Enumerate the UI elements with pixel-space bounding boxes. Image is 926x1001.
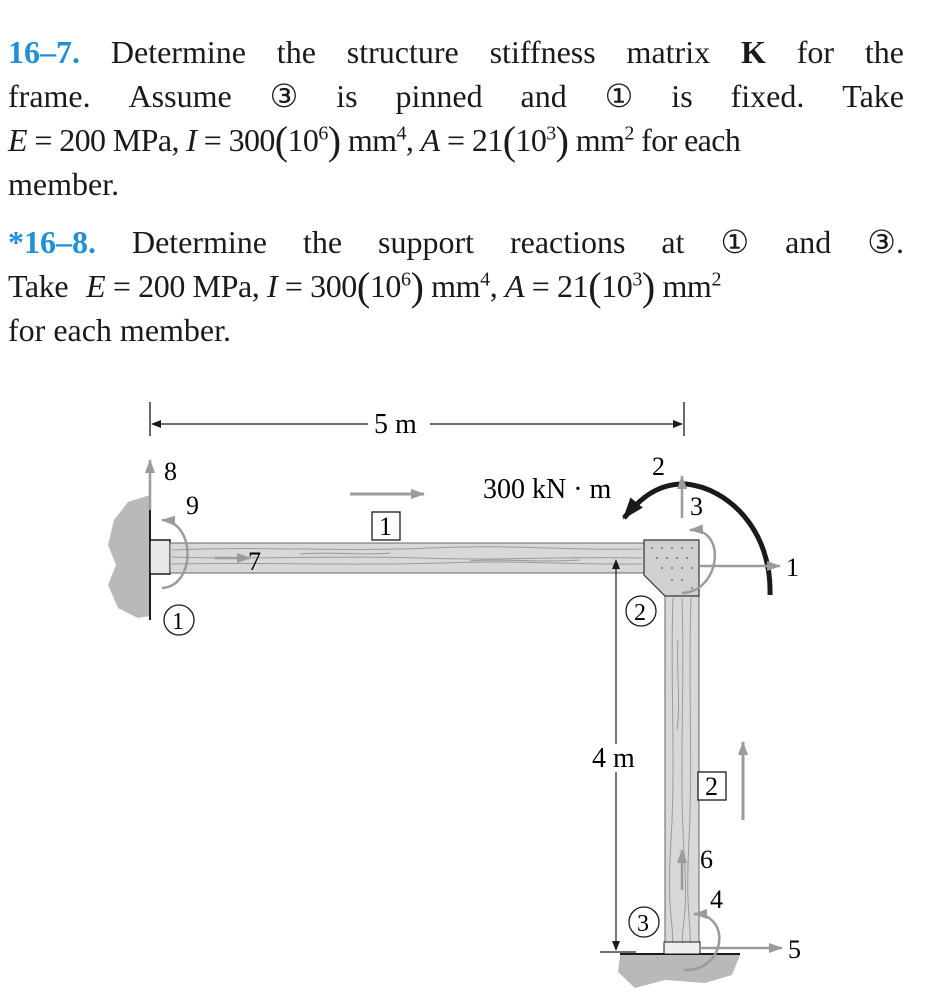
dim-label-5m: 5 m — [374, 409, 417, 440]
word: structure — [346, 34, 459, 70]
problem-number: 16–7. — [8, 34, 80, 70]
paren: ) — [327, 118, 341, 163]
paren: ( — [588, 264, 602, 309]
word: support — [378, 224, 474, 260]
word: and — [520, 78, 567, 114]
symbol-I: I — [186, 122, 197, 158]
problem-16-8 — [8, 220, 904, 352]
code-8-label: 8 — [164, 457, 177, 486]
frame-figure — [0, 380, 926, 1001]
problem-16-8-line-1 — [8, 220, 904, 264]
word: is — [336, 78, 358, 114]
node-1-label: 1 — [172, 609, 184, 635]
word: Assume — [128, 78, 232, 114]
paren: ( — [274, 118, 288, 163]
problem-16-7-line-2 — [8, 74, 904, 118]
pin-plate — [664, 942, 700, 954]
word: the — [864, 34, 904, 70]
fixed-plate — [150, 540, 170, 574]
code-5-label: 5 — [788, 935, 801, 964]
wall-support — [108, 495, 150, 618]
node-3-label: 3 — [637, 911, 649, 937]
exponent: 3 — [632, 268, 642, 291]
text: for each — [633, 122, 741, 158]
problem-16-8-line-2 — [8, 264, 904, 308]
paren: ) — [410, 264, 424, 309]
problem-16-7 — [8, 30, 904, 206]
problem-number: *16–8. — [8, 224, 96, 260]
unit: mm — [423, 268, 481, 304]
node-ref: ① — [604, 78, 634, 114]
text: member. — [8, 166, 120, 202]
code-7-label: 7 — [248, 547, 261, 576]
word: Determine — [131, 224, 267, 260]
value: 10 — [515, 122, 547, 158]
comma: , — [405, 122, 421, 158]
word: frame. — [8, 78, 91, 114]
paren: ) — [641, 264, 655, 309]
word: Take — [842, 78, 904, 114]
equation — [86, 264, 721, 308]
word: pinned — [395, 78, 483, 114]
member-2-label: 2 — [705, 772, 718, 801]
code-6-label: 6 — [700, 845, 713, 874]
value: 10 — [369, 268, 402, 304]
exponent: 2 — [624, 122, 634, 145]
code-9-label: 9 — [186, 491, 199, 520]
exponent: 6 — [318, 122, 328, 145]
paren: ( — [502, 118, 516, 163]
value: 10 — [601, 268, 633, 304]
node-ref: ③ — [269, 78, 299, 114]
exponent: 3 — [546, 122, 556, 145]
word: Determine — [110, 34, 246, 70]
unit: mm — [654, 268, 712, 304]
unit: mm — [568, 122, 625, 158]
word: reactions — [509, 224, 626, 260]
problem-16-8-line-3 — [8, 308, 904, 352]
code-2-label: 2 — [652, 452, 665, 481]
word: for — [796, 34, 835, 70]
value: 10 — [287, 122, 319, 158]
symbol-E: E — [86, 268, 106, 304]
moment-label: 300 kN · m — [483, 474, 612, 505]
node-ref: ③. — [867, 224, 904, 260]
word: Take — [8, 268, 69, 304]
matrix-symbol: K — [740, 34, 766, 70]
word: the — [302, 224, 343, 260]
exponent: 2 — [711, 268, 722, 291]
problem-16-7-line-3 — [8, 118, 904, 162]
value: = 21 — [524, 268, 589, 304]
word: and — [785, 224, 832, 260]
paren: ) — [555, 118, 569, 163]
dim-label-4m: 4 m — [592, 743, 635, 774]
paren: ( — [356, 264, 370, 309]
problem-16-7-line-1 — [8, 30, 904, 74]
unit: mm — [340, 122, 397, 158]
member-1-label: 1 — [379, 512, 392, 541]
node-2-label: 2 — [634, 600, 646, 626]
code-4-label: 4 — [710, 885, 723, 914]
ground-support — [618, 955, 740, 988]
node-ref: ① — [720, 224, 750, 260]
problem-16-7-line-4 — [8, 162, 904, 206]
word: at — [661, 224, 685, 260]
word: stiffness — [489, 34, 596, 70]
symbol-A: A — [504, 268, 525, 304]
exponent: 4 — [396, 122, 406, 145]
word: fixed. — [730, 78, 805, 114]
exponent: 6 — [401, 268, 411, 291]
symbol-I: I — [266, 268, 278, 304]
text: for each member. — [8, 312, 231, 348]
value: = 300 — [277, 268, 357, 304]
value: = 200 MPa, — [26, 122, 187, 158]
word: the — [276, 34, 316, 70]
symbol-A: A — [420, 122, 440, 158]
symbol-E: E — [8, 122, 27, 158]
value: = 21 — [439, 122, 503, 158]
code-1-label: 1 — [786, 553, 799, 582]
code-3-label: 3 — [690, 492, 703, 521]
word: is — [671, 78, 693, 114]
exponent: 4 — [480, 268, 490, 291]
equation — [8, 118, 740, 162]
word: matrix — [626, 34, 711, 70]
comma: , — [489, 268, 505, 304]
value: = 200 MPa, — [105, 268, 267, 304]
value: = 300 — [196, 122, 275, 158]
